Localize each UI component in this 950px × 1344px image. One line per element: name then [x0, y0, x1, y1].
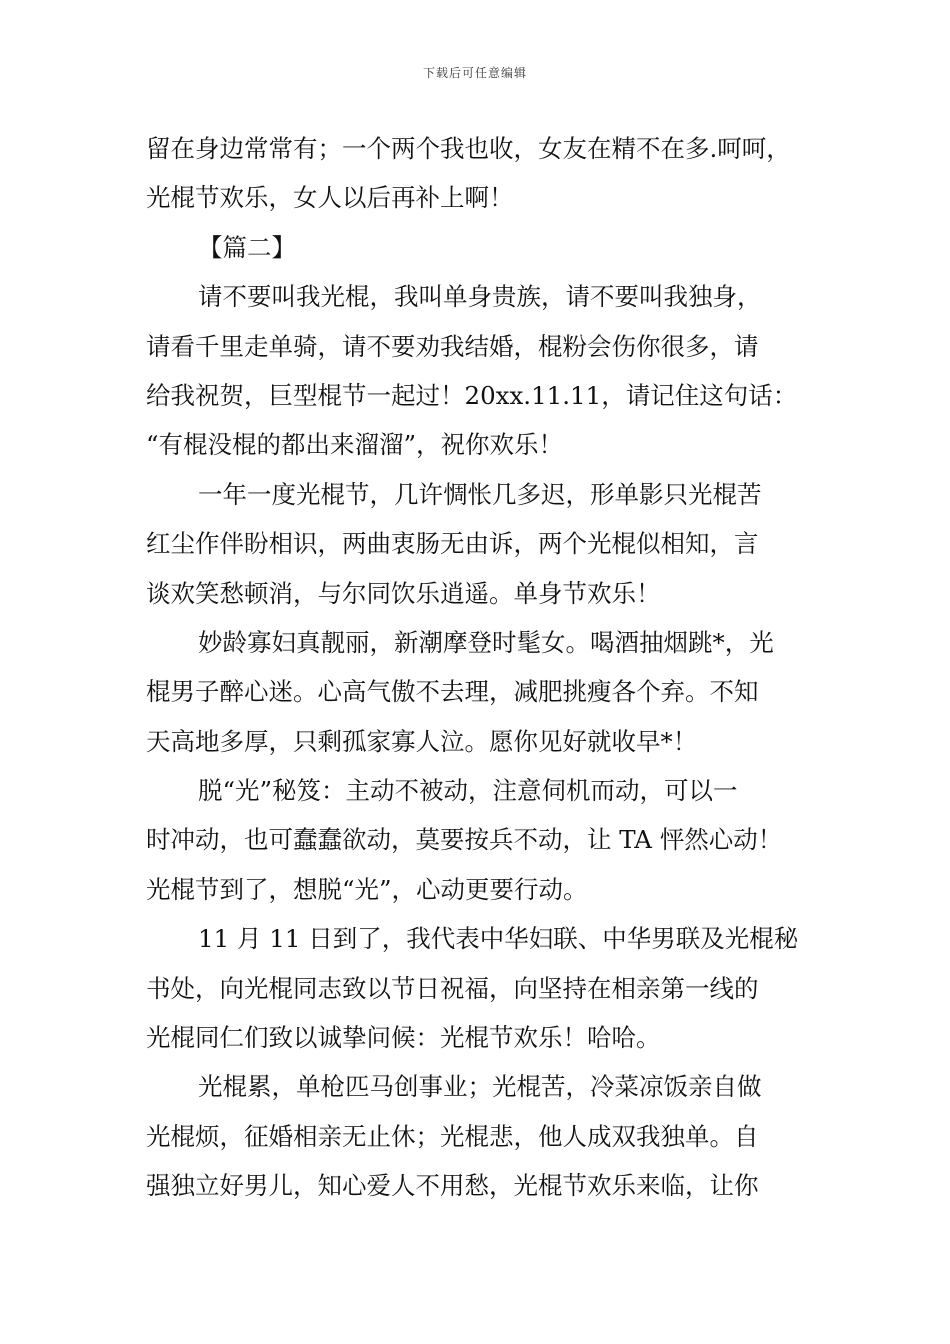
text-line: “有棍没棍的都出来溜溜”，祝你欢乐！ [146, 430, 564, 460]
text-line: 光棍累，单枪匹马创事业；光棍苦，冷菜凉饭亲自做 [198, 1072, 762, 1102]
text-line: 11 月 11 日到了，我代表中华妇联、中华男联及光棍秘 [198, 924, 799, 954]
text-line: 天高地多厚，只剩孤家寡人泣。愿你见好就收早*！ [146, 726, 698, 756]
text-line: 光棍节到了，想脱“光”，心动更要行动。 [146, 874, 588, 904]
text-line: 留在身边常常有；一个两个我也收，女友在精不在多.呵呵， [146, 134, 791, 163]
text-line: 光棍同仁们致以诚挚问候：光棍节欢乐！哈哈。 [146, 1023, 661, 1053]
text-line: 脱“光”秘笈：主动不被动，注意伺机而动，可以一 [198, 776, 738, 806]
text-line: 请不要叫我光棍，我叫单身贵族，请不要叫我独身， [198, 282, 762, 312]
text-line: 时冲动，也可蠢蠢欲动，莫要按兵不动，让 TA 怦然心动！ [146, 825, 783, 855]
text-line: 光棍烦，征婚相亲无止休；光棍悲，他人成双我独单。自 [146, 1121, 759, 1151]
text-line: 书处，向光棍同志致以节日祝福，向坚持在相亲第一线的 [146, 973, 759, 1003]
text-line: 强独立好男儿，知心爱人不用愁，光棍节欢乐来临，让你 [146, 1171, 759, 1201]
text-line: 光棍节欢乐，女人以后再补上啊！ [146, 183, 514, 213]
text-line: 红尘作伴盼相识，两曲衷肠无由诉，两个光棍似相知，言 [146, 529, 759, 559]
text-line: 棍男子醉心迷。心高气傲不去理，减肥挑瘦各个弃。不知 [146, 677, 759, 707]
text-line: 请看千里走单骑，请不要劝我结婚，棍粉会伤你很多，请 [146, 331, 759, 361]
text-line: 谈欢笑愁顿消，与尔同饮乐逍遥。单身节欢乐！ [146, 578, 661, 608]
text-line: 一年一度光棍节，几许惆怅几多迟，形单影只光棍苦 [198, 479, 762, 509]
text-line: 妙龄寡妇真靓丽，新潮摩登时髦女。喝酒抽烟跳*，光 [198, 627, 774, 657]
text-line: 【篇二】 [198, 232, 296, 262]
text-line: 给我祝贺，巨型棍节一起过！20xx.11.11，请记住这句话： [146, 380, 798, 410]
document-body [146, 124, 816, 1211]
page-header: 下载后可任意编辑 [422, 66, 527, 80]
